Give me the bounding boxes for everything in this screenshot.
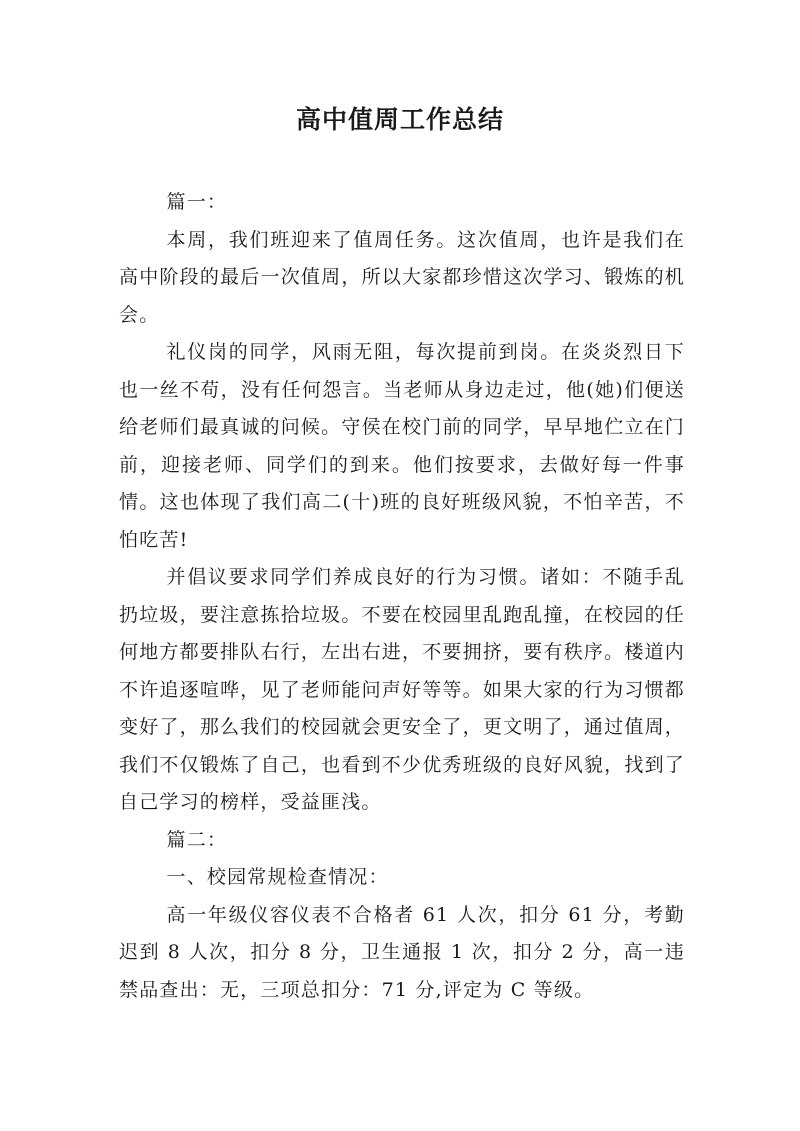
subsection-heading: 一、校园常规检查情况： <box>166 866 389 888</box>
paragraph: 并倡议要求同学们养成良好的行为习惯。诸如：不随手乱扔垃圾，要注意拣拾垃圾。不要在校园里乱跑乱撞，在校园的任何地方都要排队右行，左出右进，不要拥挤，要有秩序。楼道内不许追逐喧哗，见了老师能问声好等等。如果大家的行为习惯都变好了，那么我们的校园就会更安全了，更文明了，通过值周，我们不仅锻炼了自己，也看到不少优秀班级的良好风貌，找到了自己学习的榜样，受益匪浅。 <box>119 566 685 813</box>
paragraph: 礼仪岗的同学，风雨无阻，每次提前到岗。在炎炎烈日下也一丝不苟，没有任何怨言。当老师从身边走过，他(她)们便送给老师们最真诚的问候。守侯在校门前的同学，早早地伫立在门前，迎接老师、同学们的到来。他们按要求，去做好每一件事情。这也体现了我们高二(十)班的良好班级风貌，不怕辛苦，不怕吃苦! <box>119 341 685 551</box>
section-heading-2: 篇二： <box>166 828 228 851</box>
document-body <box>119 184 685 1009</box>
paragraph: 本周，我们班迎来了值周任务。这次值周，也许是我们在高中阶段的最后一次值周，所以大家都珍惜这次学习、锻炼的机会。 <box>119 228 685 326</box>
document-title: 高中值周工作总结 <box>295 105 504 134</box>
section-heading-1: 篇一： <box>166 191 228 213</box>
paragraph: 高一年级仪容仪表不合格者 61 人次，扣分 61 分，考勤迟到 8 人次，扣分 8 分，卫生通报 1 次，扣分 2 分，高一违禁品查出：无，三项总扣分：71 分,评定为 C 等级。 <box>119 903 685 1001</box>
